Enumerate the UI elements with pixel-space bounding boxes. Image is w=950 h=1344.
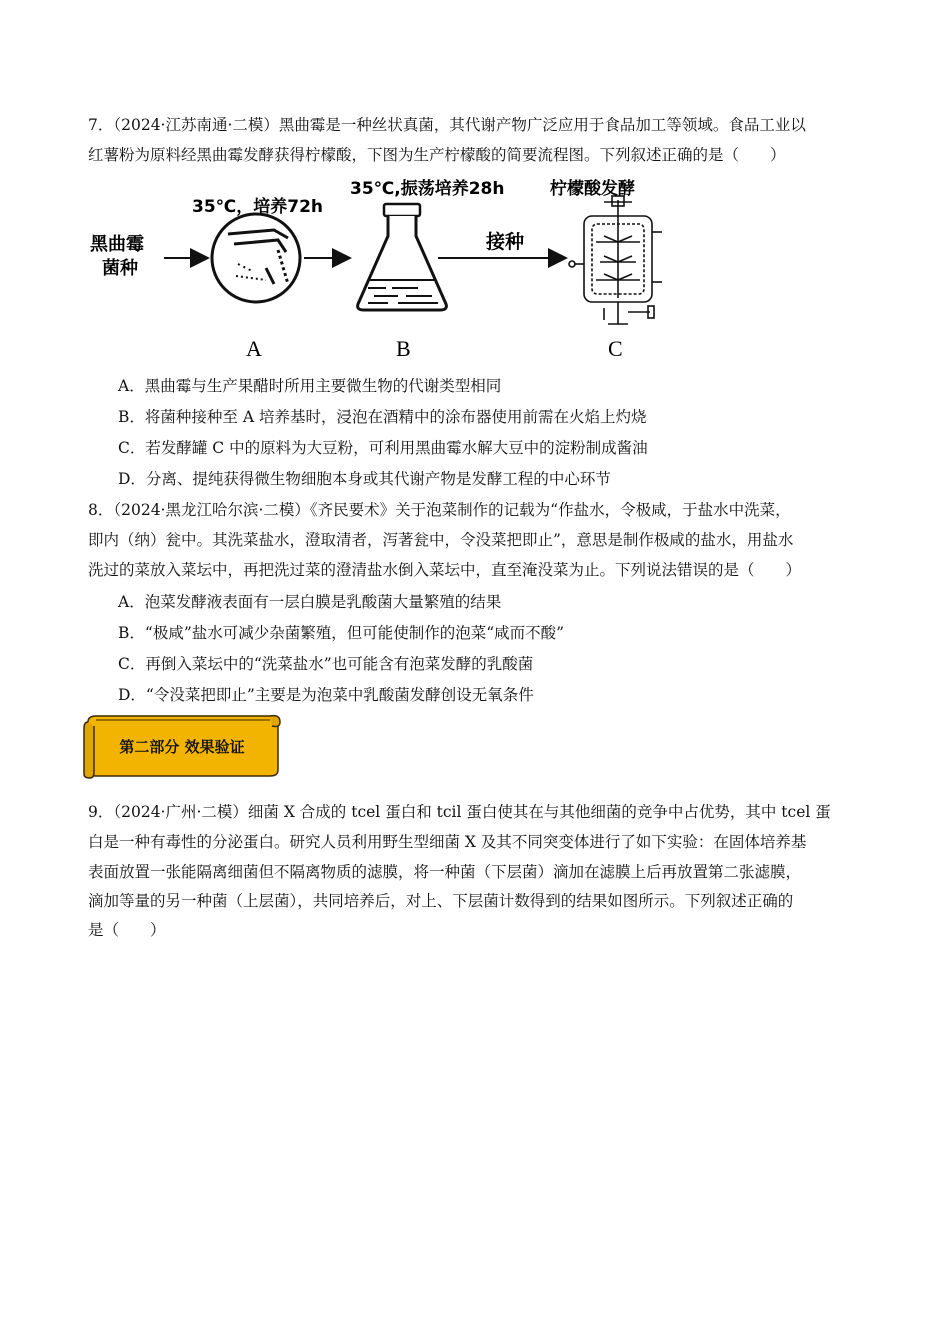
q8-option-d: D．“令没菜把即止”主要是为泡菜中乳酸菌发酵创设无氧条件 xyxy=(118,686,534,704)
q8-option-b: B．“极咸”盐水可减少杂菌繁殖，但可能使制作的泡菜“咸而不酸” xyxy=(118,624,565,642)
q7-option-c: C．若发酵罐 C 中的原料为大豆粉，可利用黑曲霉水解大豆中的淀粉制成酱油 xyxy=(118,439,648,457)
q9-stem-line-3: 表面放置一张能隔离细菌但不隔离物质的滤膜，将一种菌（下层菌）滴加在滤膜上后再放置第二张滤膜， xyxy=(88,863,802,881)
q7-source-label-line2: 菌种 xyxy=(102,258,138,279)
q7-option-b: B．将菌种接种至 A 培养基时，浸泡在酒精中的涂布器使用前需在火焰上灼烧 xyxy=(118,408,647,426)
inoculation-label: 接种 xyxy=(486,231,525,253)
step-a-condition-label: 35℃，培养72h xyxy=(192,197,324,217)
q7-option-a: A．黑曲霉与生产果醋时所用主要微生物的代谢类型相同 xyxy=(118,377,502,395)
q7-stem-line-1: 7．（2024·江苏南通·二模）黑曲霉是一种丝状真菌，其代谢产物广泛应用于食品加工等领域。食品工业以 xyxy=(88,116,806,134)
q8-stem-line-1: 8．（2024·黑龙江哈尔滨·二模）《齐民要术》关于泡菜制作的记载为“作盐水，令极咸，于盐水中洗菜， xyxy=(88,501,791,519)
q9-stem-line-4: 滴加等量的另一种菌（上层菌），共同培养后，对上、下层菌计数得到的结果如图所示。下列叙述正确的 xyxy=(88,892,794,910)
q8-stem-line-3: 洗过的菜放入菜坛中，再把洗过菜的澄清盐水倒入菜坛中，直至淹没菜为止。下列说法错误的是（ ） xyxy=(88,561,802,579)
petri-dish-a xyxy=(212,214,300,302)
stage-letter-a: A xyxy=(246,336,262,361)
q7-stem-line-2: 红薯粉为原料经黑曲霉发酵获得柠檬酸，下图为生产柠檬酸的简要流程图。下列叙述正确的是（ ） xyxy=(88,146,786,164)
q8-option-a: A．泡菜发酵液表面有一层白膜是乳酸菌大量繁殖的结果 xyxy=(118,593,502,611)
q8-option-c: C．再倒入菜坛中的“洗菜盐水”也可能含有泡菜发酵的乳酸菌 xyxy=(118,655,534,673)
section-title: 第二部分 效果验证 xyxy=(119,737,245,756)
q9-stem-line-1: 9．（2024·广州·二模）细菌 X 合成的 tcel 蛋白和 tcil 蛋白使其在与其他细菌的竞争中占优势，其中 tcel 蛋 xyxy=(88,803,831,821)
q7-source-label-line1: 黑曲霉 xyxy=(90,234,144,255)
q7-option-d: D．分离、提纯获得微生物细胞本身或其代谢产物是发酵工程的中心环节 xyxy=(118,470,611,488)
flask-b xyxy=(358,204,447,310)
q7-flowchart-figure xyxy=(88,172,708,362)
q8-stem-line-2: 即内（纳）瓮中。其洗菜盐水，澄取清者，泻著瓮中，令没菜把即止”，意思是制作极咸的盐水，用盐水 xyxy=(88,531,794,549)
section-banner xyxy=(82,712,282,780)
stage-letter-b: B xyxy=(396,336,411,361)
q9-stem-line-2: 白是一种有毒性的分泌蛋白。研究人员利用野生型细菌 X 及其不同突变体进行了如下实验：在固体培养基 xyxy=(88,833,807,851)
stage-letter-c: C xyxy=(608,336,623,361)
step-b-condition-label: 35℃,振荡培养28h xyxy=(350,179,505,199)
step-c-fermentation-label: 柠檬酸发酵 xyxy=(550,179,635,199)
fermenter-c xyxy=(569,196,662,324)
q9-stem-line-5: 是（ ） xyxy=(88,921,166,939)
